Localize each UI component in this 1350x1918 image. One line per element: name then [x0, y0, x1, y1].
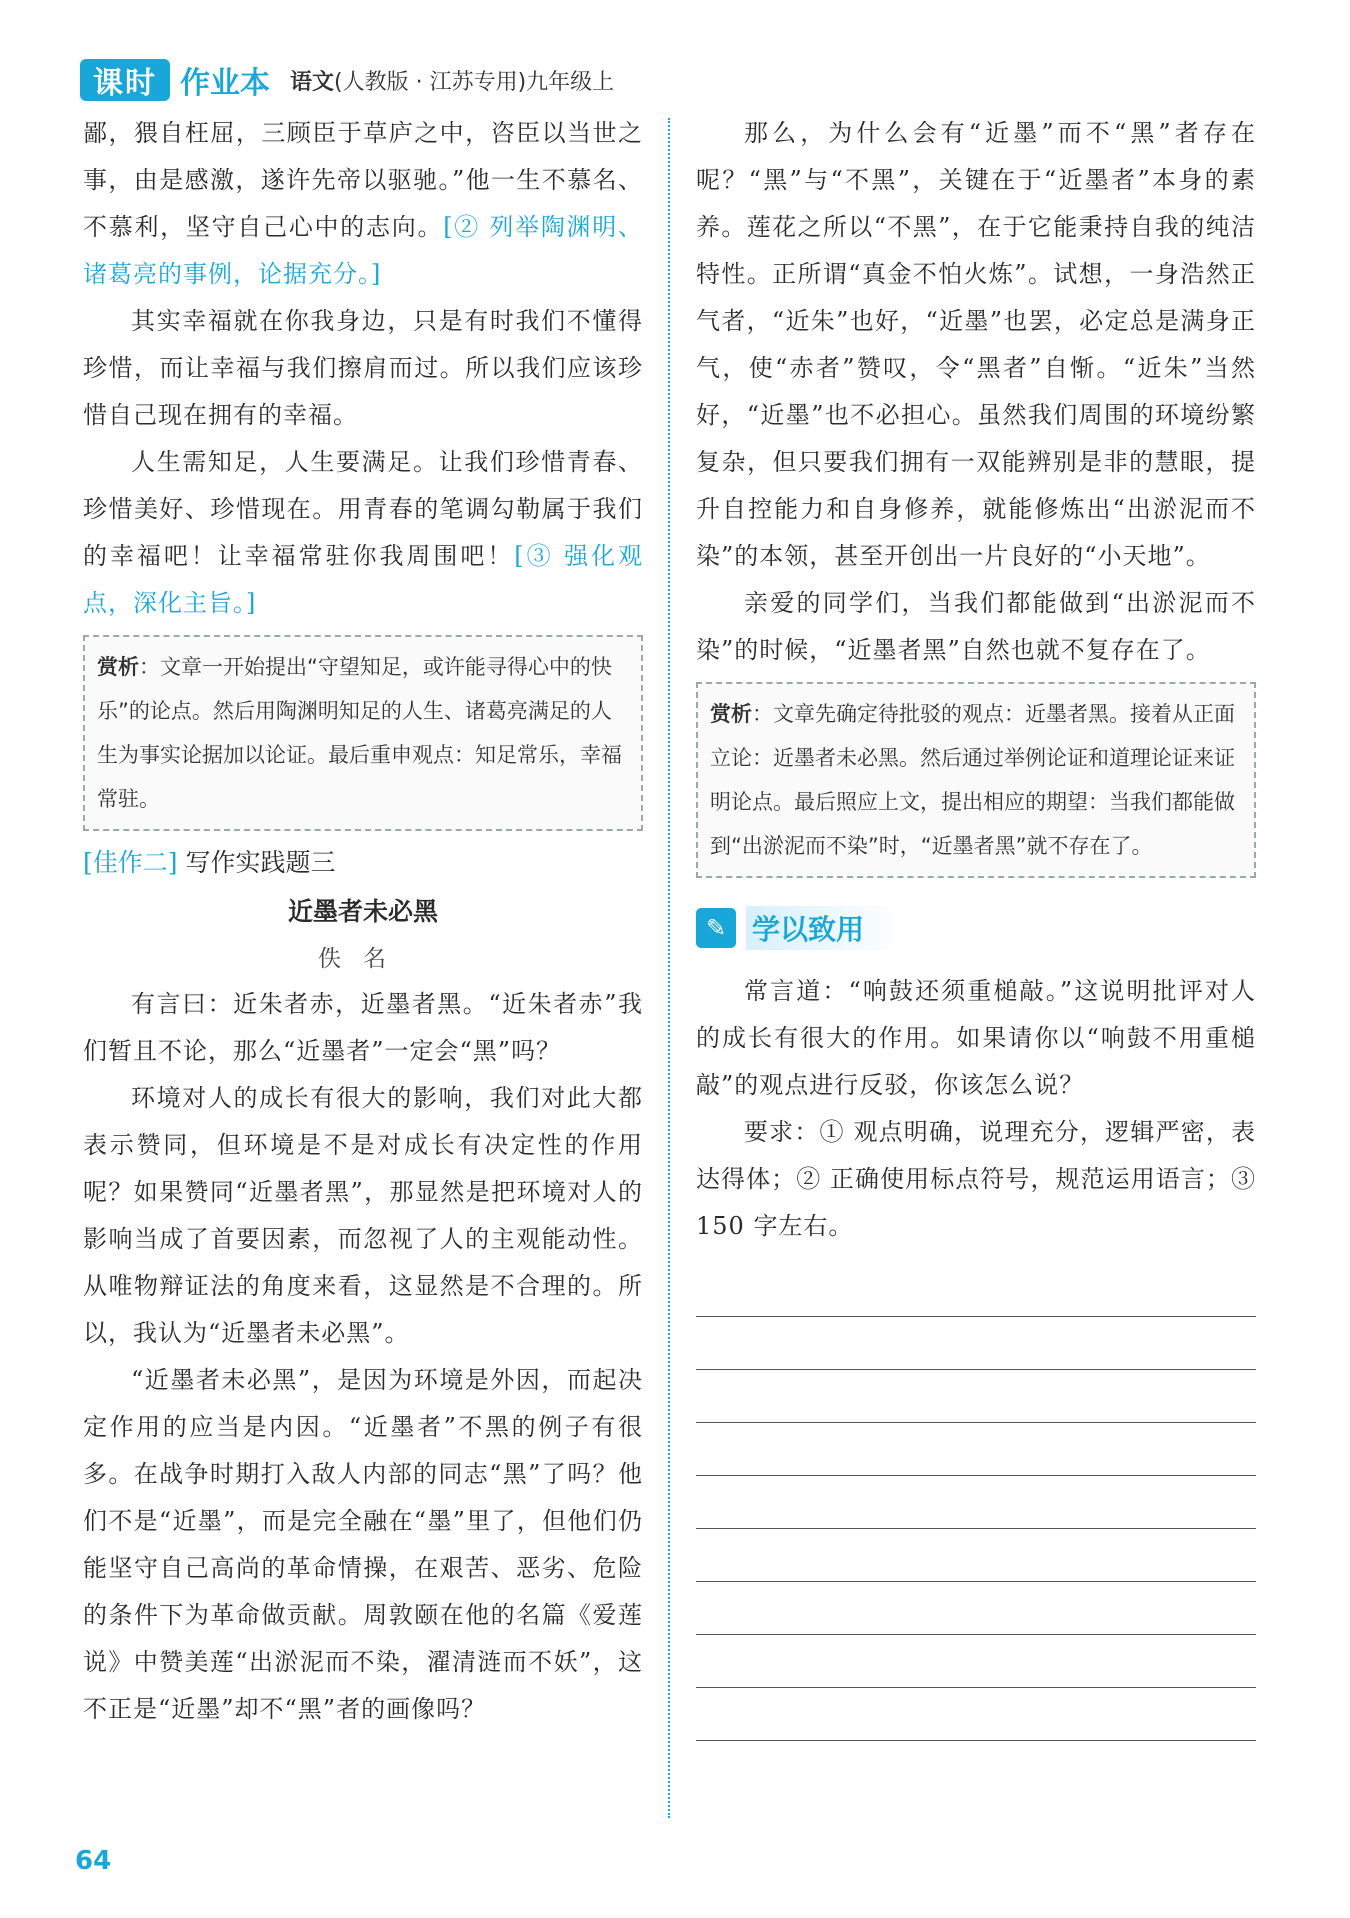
- essay-title: 近墨者未必黑: [287, 897, 438, 926]
- essay2-paragraph: 环境对人的成长有很大的影响，我们对此大都表示赞同，但环境是不是对成长有决定性的作用呢？如果赞同“近墨者黑”，那显然是把环境对人的影响当成了首要因素，而忽视了人的主观能动性。从唯物辩证法的角度来看，这显然是不合理的。所以，我认为“近墨者未必黑”。: [83, 1084, 643, 1347]
- subject-label: [290, 65, 614, 96]
- answer-area[interactable]: [696, 1264, 1256, 1741]
- essay2-paragraph: 有言曰：近朱者赤，近墨者黑。“近朱者赤”我们暂且不论，那么“近墨者”一定会“黑”吗？: [83, 990, 643, 1065]
- answer-line[interactable]: [696, 1476, 1256, 1529]
- page-number: 64: [75, 1846, 112, 1876]
- subject-bold: 语文: [290, 69, 335, 95]
- apply-section-heading: [696, 906, 1256, 950]
- right-column: [696, 110, 1256, 1741]
- margin-note: [③ 强化观点，深化主旨。]: [83, 542, 644, 617]
- analysis-box: [83, 635, 643, 831]
- essay2-paragraph: 那么，为什么会有“近墨”而不“黑”者存在呢？“黑”与“不黑”，关键在于“近墨者”本身的素养。莲花之所以“不黑”，在于它能秉持自我的纯洁特性。正所谓“真金不怕火炼”。试想，一身浩然正气者，“近朱”也好，“近墨”也罢，必定总是满身正气，使“赤者”赞叹，令“黑者”自惭。“近朱”当然好，“近墨”也不必担心。虽然我们周围的环境纷繁复杂，但只要我们拥有一双能辨别是非的慧眼，提升自控能力和自身修养，就能修炼出“出淤泥而不染”的本领，甚至开创出一片良好的“小天地”。: [696, 119, 1256, 570]
- essay2-paragraph: 亲爱的同学们，当我们都能做到“出淤泥而不染”的时候，“近墨者黑”自然也就不复存在了。: [696, 589, 1256, 664]
- analysis-label: 赏析: [710, 702, 752, 726]
- essay1-paragraph: 其实幸福就在你我身边，只是有时我们不懂得珍惜，而让幸福与我们擦肩而过。所以我们应该珍惜自己现在拥有的幸福。: [83, 307, 643, 429]
- section-name: 写作实践题三: [185, 848, 336, 877]
- essay-author: 佚名: [318, 946, 408, 972]
- answer-line[interactable]: [696, 1635, 1256, 1688]
- essay2-paragraph: “近墨者未必黑”，是因为环境是外因，而起决定作用的应当是内因。“近墨者”不黑的例子有很多。在战争时期打入敌人内部的同志“黑”了吗？他们不是“近墨”，而是完全融在“墨”里了，但他们仍能坚守自己高尚的革命情操，在艰苦、恶劣、危险的条件下为革命做贡献。周敦颐在他的名篇《爱莲说》中赞美莲“出淤泥而不染，濯清涟而不妖”，这不正是“近墨”却不“黑”者的画像吗？: [83, 1366, 643, 1723]
- answer-line[interactable]: [696, 1264, 1256, 1317]
- answer-line[interactable]: [696, 1370, 1256, 1423]
- brand-name: 作业本: [180, 66, 270, 101]
- answer-line[interactable]: [696, 1688, 1256, 1741]
- answer-line[interactable]: [696, 1529, 1256, 1582]
- analysis-box: [696, 682, 1256, 878]
- page-header: [80, 58, 614, 102]
- subject-edition: (人教版 · 江苏专用)九年级上: [334, 69, 615, 95]
- exercise-requirements: 要求：① 观点明确，说理充分，逻辑严密，表达得体；② 正确使用标点符号，规范运用语言；③ 150 字左右。: [696, 1118, 1256, 1240]
- column-divider: [668, 118, 670, 1818]
- analysis-text: ：文章先确定待批驳的观点：近墨者黑。接着从正面立论：近墨者未必黑。然后通过举例论证和道理论证来证明论点。最后照应上文，提出相应的期望：当我们都能做到“出淤泥而不染”时，“近墨者黑”就不存在了。: [710, 702, 1235, 858]
- answer-line[interactable]: [696, 1582, 1256, 1635]
- apply-title: 学以致用: [746, 906, 904, 950]
- essay1-paragraph: [83, 110, 643, 298]
- analysis-text: ：文章一开始提出“守望知足，或许能寻得心中的快乐”的论点。然后用陶渊明知足的人生、诸葛亮满足的人生为事实论据加以论证。最后重申观点：知足常乐，幸福常驻。: [97, 655, 622, 811]
- margin-note: [② 列举陶渊明、诸葛亮的事例，论据充分。]: [83, 213, 643, 288]
- exercise-prompt: 常言道：“响鼓还须重槌敲。”这说明批评对人的成长有很大的作用。如果请你以“响鼓不用重槌敲”的观点进行反驳，你该怎么说？: [696, 977, 1256, 1099]
- essay1-paragraph-text: 鄙，猥自枉屈，三顾臣于草庐之中，咨臣以当世之事，由是感激，遂许先帝以驱驰。”他一生不慕名、不慕利，坚守自己心中的志向。: [83, 119, 643, 241]
- section-heading: [83, 839, 643, 887]
- left-column: [83, 110, 643, 1733]
- analysis-label: 赏析: [97, 655, 139, 679]
- answer-line[interactable]: [696, 1423, 1256, 1476]
- brand-logo: 课时: [80, 59, 170, 101]
- essay1-paragraph: [83, 439, 643, 627]
- answer-line[interactable]: [696, 1317, 1256, 1370]
- section-tag: [佳作二]: [83, 848, 178, 877]
- essay1-paragraph-text: 人生需知足，人生要满足。让我们珍惜青春、珍惜美好、珍惜现在。用青春的笔调勾勒属于我们的幸福吧！让幸福常驻你我周围吧！: [83, 448, 643, 570]
- pencil-icon: ✎: [696, 908, 736, 948]
